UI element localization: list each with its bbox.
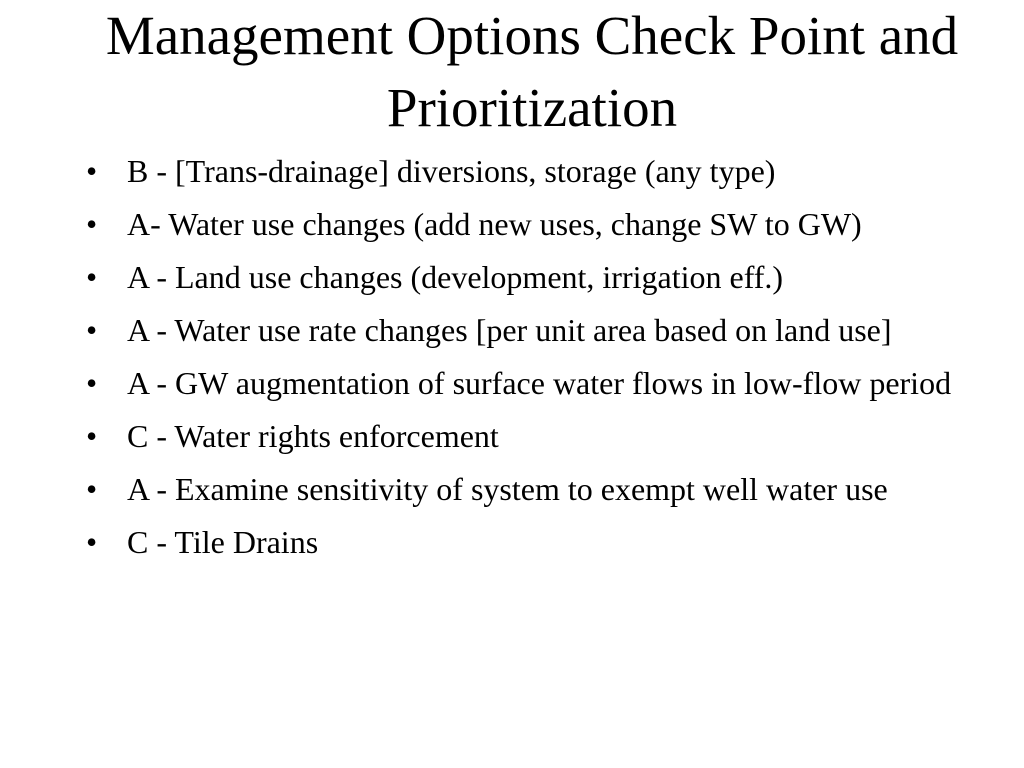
bullet-text: B - [Trans-drainage] diversions, storage (any type): [127, 153, 776, 189]
bullet-item: [86, 256, 976, 298]
bullet-item: [86, 362, 976, 404]
bullet-item: [86, 203, 976, 245]
bullet-text: A - Water use rate changes [per unit area based on land use]: [127, 312, 892, 348]
bullet-icon: •: [86, 365, 98, 401]
bullet-item: [86, 150, 976, 192]
bullet-icon: •: [86, 471, 98, 507]
bullet-item: [86, 309, 976, 351]
bullet-icon: •: [86, 153, 98, 189]
bullet-icon: •: [86, 312, 98, 348]
bullet-text: A- Water use changes (add new uses, change SW to GW): [127, 206, 862, 242]
bullet-text: C - Water rights enforcement: [127, 418, 499, 454]
bullet-icon: •: [86, 524, 98, 560]
bullet-icon: •: [86, 418, 98, 454]
bullet-text: A - Land use changes (development, irrigation eff.): [127, 259, 784, 295]
slide-title: Management Options Check Point and Prioritization: [105, 5, 959, 138]
bullet-list: [86, 150, 976, 574]
bullet-item: [86, 521, 976, 563]
bullet-icon: •: [86, 206, 98, 242]
bullet-item: [86, 468, 976, 510]
bullet-text: A - GW augmentation of surface water flows in low-flow period: [127, 365, 952, 401]
bullet-icon: •: [86, 259, 98, 295]
bullet-item: [86, 415, 976, 457]
bullet-text: A - Examine sensitivity of system to exempt well water use: [127, 471, 888, 507]
bullet-text: C - Tile Drains: [127, 524, 319, 560]
